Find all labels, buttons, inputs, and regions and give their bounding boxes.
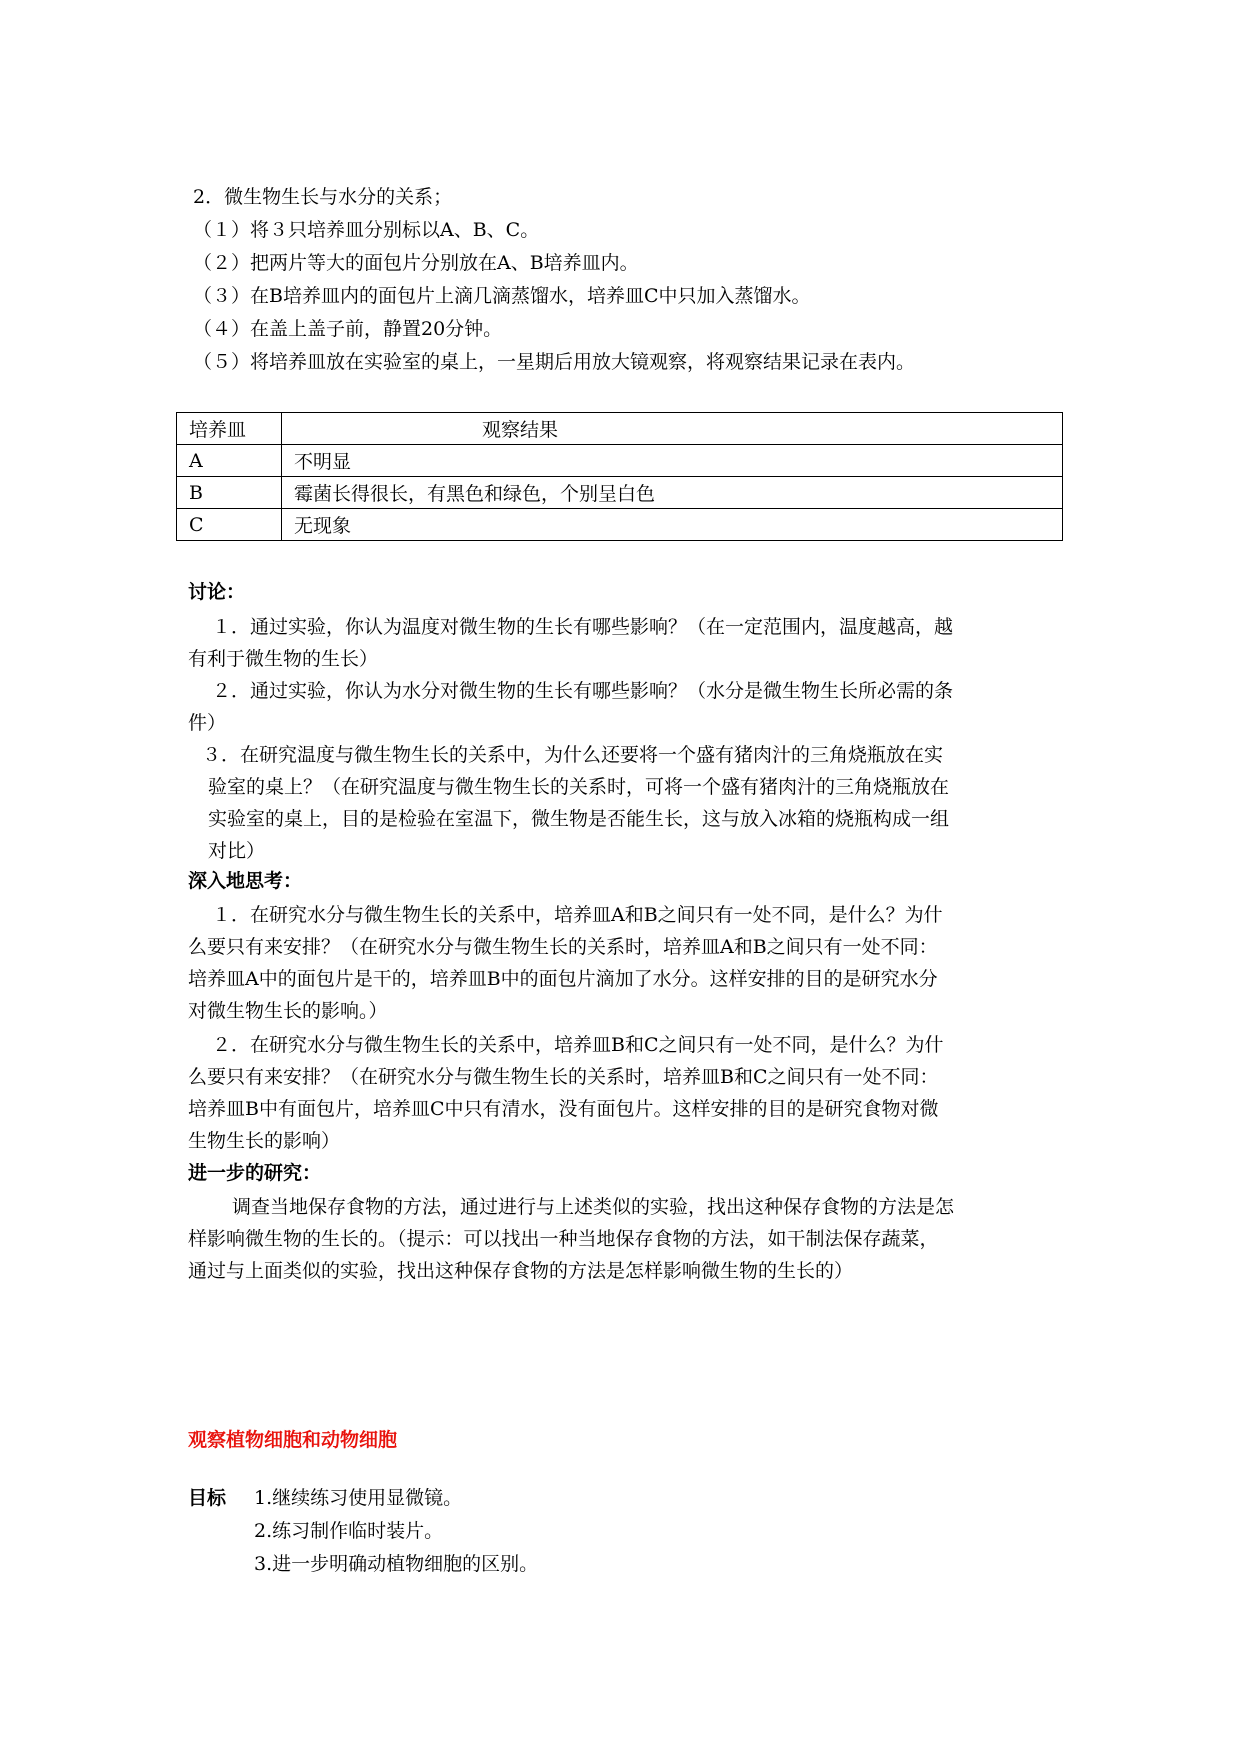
discussion-heading: 讨论： [188,581,246,603]
table-cell-dish: B [177,477,282,509]
discussion-line: ３．在研究温度与微生物生长的关系中，为什么还要将一个盛有猪肉汁的三角烧瓶放在实 [202,744,944,766]
further-research-heading: 进一步的研究： [188,1162,322,1184]
table-header-dish: 培养皿 [177,413,282,445]
discussion-line: 件） [188,712,227,734]
deep-thinking-line: 生物生长的影响） [188,1130,341,1152]
table-row [177,445,1063,477]
discussion-line: 实验室的桌上，目的是检验在室温下，微生物是否能生长，这与放入冰箱的烧瓶构成一组 [208,808,950,830]
deep-thinking-line: 对微生物生长的影响。） [188,1000,388,1022]
table-cell-result: 霉菌长得很长，有黑色和绿色，个别呈白色 [282,477,1063,509]
deep-thinking-heading: 深入地思考： [188,870,303,892]
table-header-row [177,413,1063,445]
step-2: （２）把两片等大的面包片分别放在A、B培养皿内。 [193,252,639,274]
further-research-line: 调查当地保存食物的方法，通过进行与上述类似的实验，找出这种保存食物的方法是怎 [232,1196,955,1218]
further-research-line: 通过与上面类似的实验，找出这种保存食物的方法是怎样影响微生物的生长的） [188,1260,854,1282]
discussion-line: 有利于微生物的生长） [188,648,379,670]
goal-item: 3.进一步明确动植物细胞的区别。 [254,1553,539,1575]
discussion-line: 验室的桌上？（在研究温度与微生物生长的关系时，可将一个盛有猪肉汁的三角烧瓶放在 [208,776,950,798]
goals-label: 目标 [188,1487,227,1509]
step-4: （４）在盖上盖子前，静置20分钟。 [193,318,503,340]
deep-thinking-line: 培养皿A中的面包片是干的，培养皿B中的面包片滴加了水分。这样安排的目的是研究水分 [188,968,938,990]
discussion-line: ２．通过实验，你认为水分对微生物的生长有哪些影响？（水分是微生物生长所必需的条 [212,680,954,702]
table-cell-result: 不明显 [282,445,1063,477]
deep-thinking-line: 么要只有来安排？（在研究水分与微生物生长的关系时，培养皿A和B之间只有一处不同： [188,936,938,958]
deep-thinking-line: １．在研究水分与微生物生长的关系中，培养皿A和B之间只有一处不同，是什么？为什 [212,904,943,926]
table-cell-dish: A [177,445,282,477]
discussion-line: １．通过实验，你认为温度对微生物的生长有哪些影响？（在一定范围内，温度越高，越 [212,616,954,638]
table-row [177,509,1063,541]
step-1: （１）将３只培养皿分别标以A、B、C。 [193,219,540,241]
deep-thinking-line: ２．在研究水分与微生物生长的关系中，培养皿B和C之间只有一处不同，是什么？为什 [212,1034,944,1056]
deep-thinking-line: 培养皿B中有面包片，培养皿C中只有清水，没有面包片。这样安排的目的是研究食物对微 [188,1098,939,1120]
next-section-title: 观察植物细胞和动物细胞 [188,1429,398,1451]
goal-item: 2.练习制作临时装片。 [254,1520,444,1542]
table-cell-dish: C [177,509,282,541]
deep-thinking-line: 么要只有来安排？（在研究水分与微生物生长的关系时，培养皿B和C之间只有一处不同： [188,1066,939,1088]
discussion-line: 对比） [208,840,266,862]
goal-item: 1.继续练习使用显微镜。 [254,1487,463,1509]
table-cell-result: 无现象 [282,509,1063,541]
results-table [176,412,1063,541]
table-row [177,477,1063,509]
further-research-line: 样影响微生物的生长的。（提示：可以找出一种当地保存食物的方法，如干制法保存蔬菜， [188,1228,939,1250]
table-header-result: 观察结果 [282,413,1063,445]
step-5: （５）将培养皿放在实验室的桌上，一星期后用放大镜观察，将观察结果记录在表内。 [193,351,916,373]
step-3: （３）在B培养皿内的面包片上滴几滴蒸馏水，培养皿C中只加入蒸馏水。 [193,285,811,307]
section-title: 2．微生物生长与水分的关系； [193,186,453,208]
